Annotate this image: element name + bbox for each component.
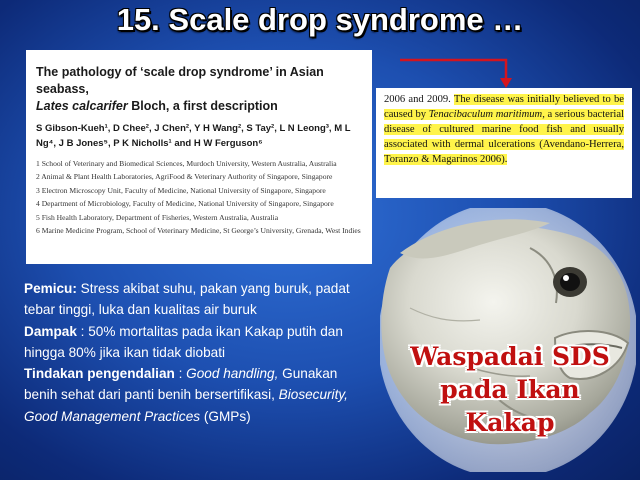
paper-title-species: Lates calcarifer <box>36 99 128 113</box>
caption-line-1: Waspadai SDS <box>410 342 610 371</box>
tindakan-text-1: Gunakan benih sehat dari panti benih bersertifikasi, <box>24 366 338 403</box>
paper-excerpt <box>376 88 632 198</box>
red-elbow-arrow-icon <box>398 52 518 92</box>
paper-title <box>36 64 362 115</box>
paper-title-part1: The pathology of ‘scale drop syndrome’ in Asian seabass, <box>36 65 324 96</box>
caption-line-2: pada Ikan Kakap <box>440 375 580 437</box>
excerpt-highlight-2: , a serious bacterial disease of cultured marine food fish and usually associated with dermal ulcerations (Avendano-Herrera, Toranzo & Magarinos 2006). <box>384 109 624 165</box>
tindakan-italic-1: Good handling, <box>186 366 279 382</box>
pemicu-label: Pemicu: <box>24 281 77 296</box>
affiliation-item: 6 Marine Medicine Program, School of Veterinary Medicine, St George’s University, Grenada, West Indies <box>36 226 361 236</box>
tindakan-italic-2: Biosecurity, Good Management Practices <box>24 387 348 424</box>
paper-authors: S Gibson-Kueh¹, D Chee², J Chen², Y H Wang², S Tay², L N Leong³, M L Ng⁴, J B Jones⁵, P K Nicholls¹ and H W Ferguson⁶ <box>36 123 351 149</box>
excerpt-highlight-1: The disease was initially believed to be caused by <box>384 94 624 120</box>
affiliation-item: 5 Fish Health Laboratory, Department of Fisheries, Western Australia, Australia <box>36 212 279 222</box>
tindakan-label: Tindakan pengendalian <box>24 366 175 382</box>
paper-clipping <box>26 50 372 264</box>
paper-affiliations <box>36 157 362 237</box>
excerpt-species: Tenacibaculum maritimum <box>428 109 543 120</box>
pemicu-text: Stress akibat suhu, pakan yang buruk, padat tebar tinggi, luka dan kualitas air buruk <box>24 281 350 318</box>
dampak-text: : 50% mortalitas pada ikan Kakap putih dan hingga 80% jika ikan tidak diobati <box>24 323 343 360</box>
warning-caption <box>392 340 628 439</box>
paper-title-rest: Bloch, a first description <box>127 99 278 113</box>
slide-title: 15. Scale drop syndrome … <box>116 2 524 37</box>
dampak-label: Dampak <box>24 323 77 339</box>
notes-text <box>24 278 374 427</box>
tindakan-separator: : <box>174 366 187 382</box>
tindakan-text-2: (GMPs) <box>200 408 251 424</box>
affiliation-item: 3 Electron Microscopy Unit, Faculty of Medicine, National University of Singapore, Singapore <box>36 185 326 195</box>
affiliation-item: 1 School of Veterinary and Biomedical Sciences, Murdoch University, Western Australia, Australia <box>36 159 337 168</box>
affiliation-item: 4 Department of Microbiology, Faculty of Medicine, National University of Singapore, Singapore <box>36 199 334 209</box>
excerpt-lead: 2006 and 2009. <box>384 94 454 105</box>
affiliation-item: 2 Animal & Plant Health Laboratories, AgriFood & Veterinary Authority of Singapore, Singapore <box>36 172 333 182</box>
